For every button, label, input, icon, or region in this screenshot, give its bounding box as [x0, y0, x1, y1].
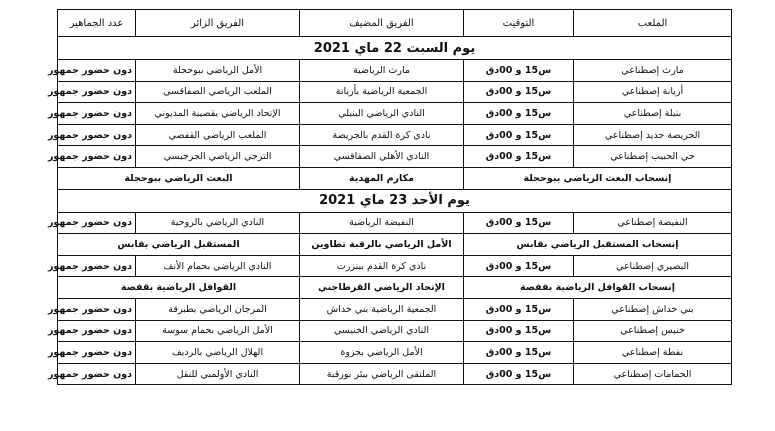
- home-team-cell: النادي الرياضي البنبلي: [300, 103, 464, 125]
- crowd-cell: دون حضور جمهور: [58, 124, 136, 146]
- home-team-cell: الإتحاد الرياضي القرطاجني: [300, 277, 464, 299]
- stadium-cell: خنيس إصطناعي: [574, 320, 732, 342]
- header-away-team: الفريق الزائر: [136, 10, 300, 37]
- fixtures-table: [47, 9, 732, 385]
- kickoff-time-cell: س15 و 00دق: [464, 255, 574, 277]
- crowd-cell: دون حضور جمهور: [58, 60, 136, 82]
- kickoff-time-cell: س15 و 00دق: [464, 124, 574, 146]
- kickoff-time-cell: س15 و 00دق: [464, 212, 574, 234]
- match-row: [58, 146, 732, 168]
- match-row: [58, 103, 732, 125]
- day2-section: [47, 189, 732, 385]
- home-team-cell: الأمل الرياضي بحزوة: [300, 342, 464, 364]
- crowd-cell: دون حضور جمهور: [58, 298, 136, 320]
- match-row: [58, 212, 732, 234]
- away-team-cell: الهلال الرياضي بالرديف: [136, 342, 300, 364]
- home-team-cell: الجمعية الرياضية بأريانة: [300, 81, 464, 103]
- day-title: يوم الأحد 23 ماي 2021: [58, 189, 732, 212]
- withdrawal-notice: إنسحاب البعث الرياضي ببوحجلة: [464, 167, 732, 189]
- crowd-cell: دون حضور جمهور: [58, 320, 136, 342]
- day-title: يوم السبت 22 ماي 2021: [58, 37, 732, 60]
- withdrawal-notice: إنسحاب القوافل الرياضية بقفصة: [464, 277, 732, 299]
- match-row: [58, 255, 732, 277]
- kickoff-time-cell: س15 و 00دق: [464, 146, 574, 168]
- stadium-cell: الحمامات إصطناعي: [574, 363, 732, 385]
- home-team-cell: النفيضة الرياضية: [300, 212, 464, 234]
- stadium-cell: الجريصة جديد إصطناعي: [574, 124, 732, 146]
- header-stadium: الملعب: [574, 10, 732, 37]
- home-team-cell: نادي كرة القدم بالجريصة: [300, 124, 464, 146]
- day-title-row: [58, 189, 732, 212]
- home-team-cell: الملتقى الرياضي ببئر بورقبة: [300, 363, 464, 385]
- home-team-cell: النادي الأهلي الصفاقسي: [300, 146, 464, 168]
- kickoff-time-cell: س15 و 00دق: [464, 81, 574, 103]
- crowd-cell: دون حضور جمهور: [58, 342, 136, 364]
- away-team-cell: البعث الرياضي ببوحجلة: [58, 167, 300, 189]
- crowd-cell: دون حضور جمهور: [58, 103, 136, 125]
- stadium-cell: نفطة إصطناعي: [574, 342, 732, 364]
- header-row: [58, 10, 732, 37]
- match-row: [58, 81, 732, 103]
- crowd-cell: دون حضور جمهور: [58, 81, 136, 103]
- away-team-cell: النادي الرياضي بالروحية: [136, 212, 300, 234]
- crowd-cell: دون حضور جمهور: [58, 255, 136, 277]
- away-team-cell: الأمل الرياضي ببوحجلة: [136, 60, 300, 82]
- match-row: [58, 342, 732, 364]
- away-team-cell: الملعب الرياضي القفصي: [136, 124, 300, 146]
- stadium-cell: بنبلة إصطناعي: [574, 103, 732, 125]
- match-row: [58, 363, 732, 385]
- day1-section: [47, 37, 732, 190]
- away-team-cell: المرجان الرياضي بطبرقة: [136, 298, 300, 320]
- stadium-cell: النفيضة إصطناعي: [574, 212, 732, 234]
- home-team-cell: الجمعية الرياضية بني خداش: [300, 298, 464, 320]
- away-team-cell: النادي الأولمبي للنقل: [136, 363, 300, 385]
- away-team-cell: المستقبل الرياضي بقابس: [58, 234, 300, 256]
- header-home-team: الفريق المضيف: [300, 10, 464, 37]
- crowd-cell: دون حضور جمهور: [58, 212, 136, 234]
- away-team-cell: الإتحاد الرياضي بقصيبة المديوني: [136, 103, 300, 125]
- day-title-row: [58, 37, 732, 60]
- home-team-cell: مارث الرياضية: [300, 60, 464, 82]
- away-team-cell: الملعب الرياضي الصفاقسي: [136, 81, 300, 103]
- match-row: [58, 124, 732, 146]
- kickoff-time-cell: س15 و 00دق: [464, 298, 574, 320]
- kickoff-time-cell: س15 و 00دق: [464, 60, 574, 82]
- withdrawal-row: [58, 167, 732, 189]
- kickoff-time-cell: س15 و 00دق: [464, 320, 574, 342]
- stadium-cell: مارث إصطناعي: [574, 60, 732, 82]
- crowd-cell: دون حضور جمهور: [58, 146, 136, 168]
- crowd-cell: دون حضور جمهور: [58, 363, 136, 385]
- header-crowd: عدد الجماهير: [58, 10, 136, 37]
- home-team-cell: الأمل الرياضي بالرقبة تطاوين: [300, 234, 464, 256]
- away-team-cell: الأمل الرياضي بحمام سوسة: [136, 320, 300, 342]
- stadium-cell: أريانة إصطناعي: [574, 81, 732, 103]
- away-team-cell: النادي الرياضي بحمام الأنف: [136, 255, 300, 277]
- away-team-cell: القوافل الرياضية بقفصة: [58, 277, 300, 299]
- home-team-cell: النادي الرياضي الخنيسي: [300, 320, 464, 342]
- kickoff-time-cell: س15 و 00دق: [464, 103, 574, 125]
- header-time: التوقيت: [464, 10, 574, 37]
- kickoff-time-cell: س15 و 00دق: [464, 342, 574, 364]
- match-row: [58, 60, 732, 82]
- withdrawal-row: [58, 277, 732, 299]
- away-team-cell: الترجي الرياضي الجرجيسي: [136, 146, 300, 168]
- stadium-cell: حي الحبيب إصطناعي: [574, 146, 732, 168]
- withdrawal-notice: إنسحاب المستقبل الرياضي بقابس: [464, 234, 732, 256]
- stadium-cell: بني خداش إصطناعي: [574, 298, 732, 320]
- stadium-cell: البصيري إصطناعي: [574, 255, 732, 277]
- home-team-cell: نادي كرة القدم ببنزرت: [300, 255, 464, 277]
- kickoff-time-cell: س15 و 00دق: [464, 363, 574, 385]
- withdrawal-row: [58, 234, 732, 256]
- match-row: [58, 320, 732, 342]
- match-row: [58, 298, 732, 320]
- home-team-cell: مكارم المهدية: [300, 167, 464, 189]
